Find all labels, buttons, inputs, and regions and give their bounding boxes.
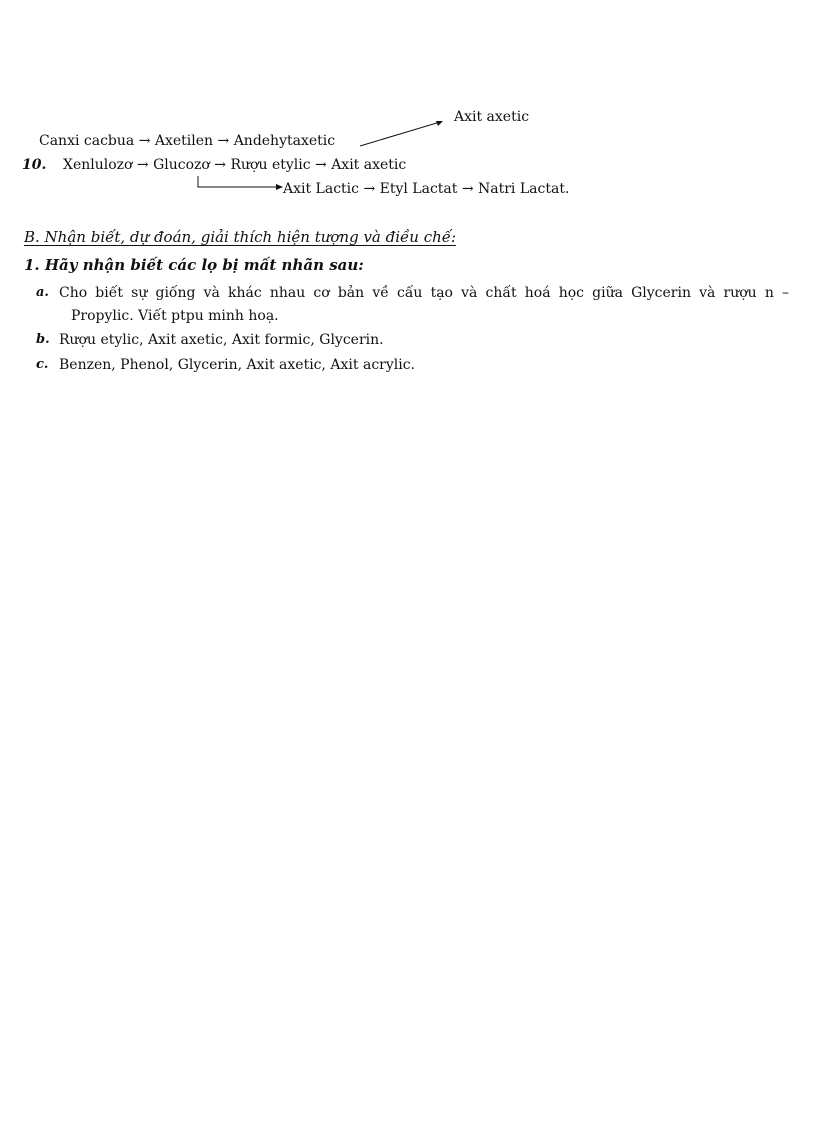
item-a-label: a. [36, 285, 49, 300]
chain-9-main-line: Canxi cacbua → Axetilen → Andehytaxetic [39, 133, 336, 149]
item-a-line-2: Propylic. Viết ptpu minh hoạ. [71, 308, 279, 324]
chain-10-number: 10. [22, 157, 47, 173]
chain-10-main-line: Xenlulozơ → Glucozơ → Rượu etylic → Axit axetic [63, 157, 407, 173]
chain-9-branch-product: Axit axetic [454, 109, 530, 125]
item-c-label: c. [36, 357, 49, 372]
item-b-line-1: Rượu etylic, Axit axetic, Axit formic, Glycerin. [59, 332, 384, 348]
branch-arrow-10 [198, 176, 283, 190]
item-b-label: b. [36, 332, 50, 347]
branch-arrow-9 [360, 121, 443, 146]
section-b-heading: B. Nhận biết, dự đoán, giải thích hiện tượng và điều chế: [24, 228, 457, 246]
chain-10-branch-line: Axit Lactic → Etyl Lactat → Natri Lactat. [283, 181, 570, 197]
item-a-line-1: Cho biết sự giống và khác nhau cơ bản về cấu tạo và chất hoá học giữa Glycerin và rượu n – [59, 285, 789, 301]
question-1-title: 1. Hãy nhận biết các lọ bị mất nhãn sau: [24, 256, 364, 274]
item-c-line-1: Benzen, Phenol, Glycerin, Axit axetic, Axit acrylic. [59, 357, 416, 373]
